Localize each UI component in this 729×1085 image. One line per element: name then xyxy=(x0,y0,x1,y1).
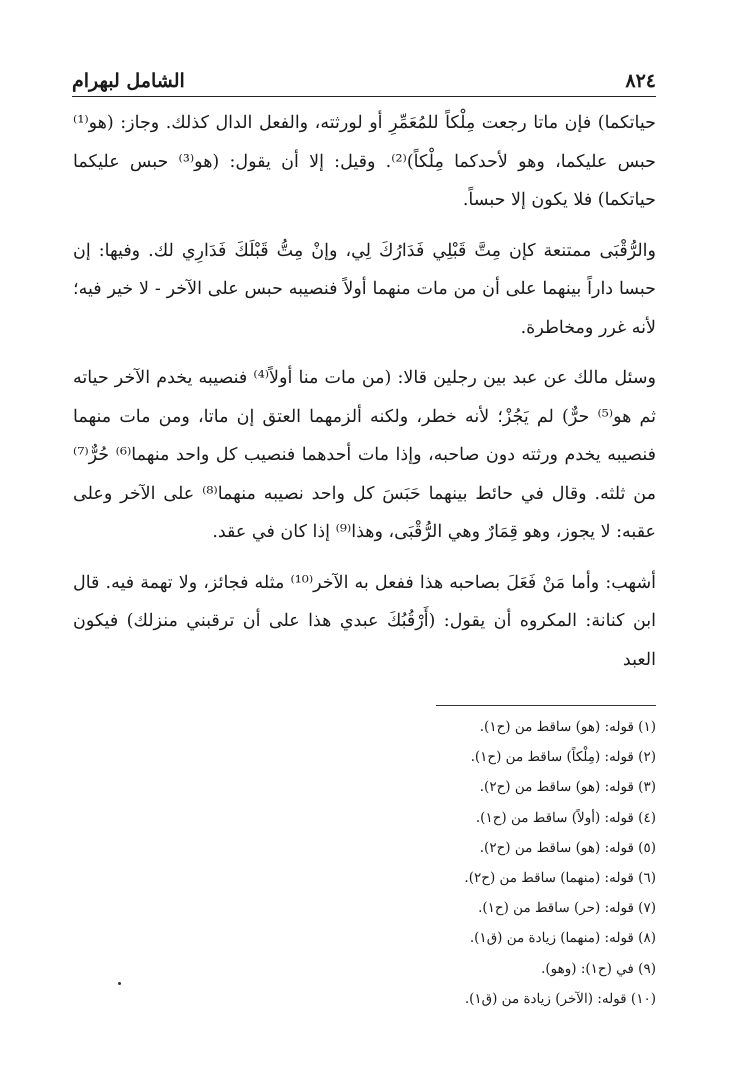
paragraph-2: والرُّقْبَى ممتنعة كإن مِتَّ قَبْلِي فَدَارُكَ لِي، وإنْ مِتُّ قَبْلَكَ فَدَارِي لك. وفيها: إن حبسا داراً بينهما على أن من مات منهما أولاً فنصيبه حبس على الآخر - لا خير فيه؛ لأنه غرر ومخاطرة. xyxy=(73,240,656,338)
footnote-3: (٣) قوله: (هو) ساقط من (ح٢). xyxy=(479,779,656,796)
book-title: الشامل لبهرام xyxy=(72,70,185,92)
footnote-5: (٥) قوله: (هو) ساقط من (ح٢). xyxy=(479,839,656,856)
footnote-6: (٦) قوله: (منهما) ساقط من (ح٢). xyxy=(464,870,656,887)
page-number: ٨٢٤ xyxy=(625,70,656,92)
footnote-4: (٤) قوله: (أولاً) ساقط من (ح١). xyxy=(475,809,656,826)
footnote-8: (٨) قوله: (منهما) زيادة من (ق١). xyxy=(469,930,656,947)
running-header xyxy=(72,52,656,92)
footnote-7: (٧) قوله: (حر) ساقط من (ح١). xyxy=(478,900,656,917)
paragraph-1: حياتكما) فإن ماتا رجعت مِلْكاً للمُعَمِّرِ أو لورثته، والفعل الدال كذلك. وجاز: (هو⁽¹⁾ حبس عليكما، وهو لأحدكما مِلْكاً)⁽²⁾. وقيل: إلا أن يقول: (هو⁽³⁾ حبس عليكما حياتكما) فلا يكون إلا حبساً. xyxy=(73,113,656,210)
scan-speck xyxy=(118,982,121,985)
paragraph-4: أشهب: وأما مَنْ فَعَلَ بصاحبه هذا ففعل به الآخر⁽¹⁰⁾ مثله فجائز، ولا تهمة فيه. قال ابن كنانة: المكروه أن يقول: (أَرْقُبُكَ عبدي هذا على أن ترقبني منزلك) فيكون العبد xyxy=(73,572,656,670)
footnote-10: (١٠) قوله: (الآخر) زيادة من (ق١). xyxy=(464,990,656,1007)
footnote-9: (٩) في (ح١): (وهو). xyxy=(541,960,656,977)
header-divider xyxy=(72,96,656,97)
paragraph-3: وسئل مالك عن عبد بين رجلين قالا: (من مات منا أولاً⁽⁴⁾ فنصيبه يخدم الآخر حياته ثم هو⁽⁵⁾ حرٌّ) لم يَجُزْ؛ لأنه خطر، ولكنه ألزمهما العتق إن ماتا، ومن مات منهما فنصيبه يخدم ورثته دون صاحبه، وإذا مات أحدهما فنصيب كل واحد منهما⁽⁶⁾ حُرٌّ⁽⁷⁾ من ثلثه. وقال في حائط بينهما حَبَسَ كل واحد نصيبه منهما⁽⁸⁾ على الآخر وعلى عقبه: لا يجوز، وهو قِمَارٌ وهي الرُّقْبَى، وهذا⁽⁹⁾ إذا كان في عقد. xyxy=(73,368,656,542)
main-text xyxy=(73,104,656,679)
footnote-2: (٢) قوله: (مِلْكاً) ساقط من (ح١). xyxy=(470,749,656,766)
footnotes-list xyxy=(73,712,656,1014)
footnote-1: (١) قوله: (هو) ساقط من (ح١). xyxy=(479,719,656,735)
footnote-divider xyxy=(436,705,656,706)
